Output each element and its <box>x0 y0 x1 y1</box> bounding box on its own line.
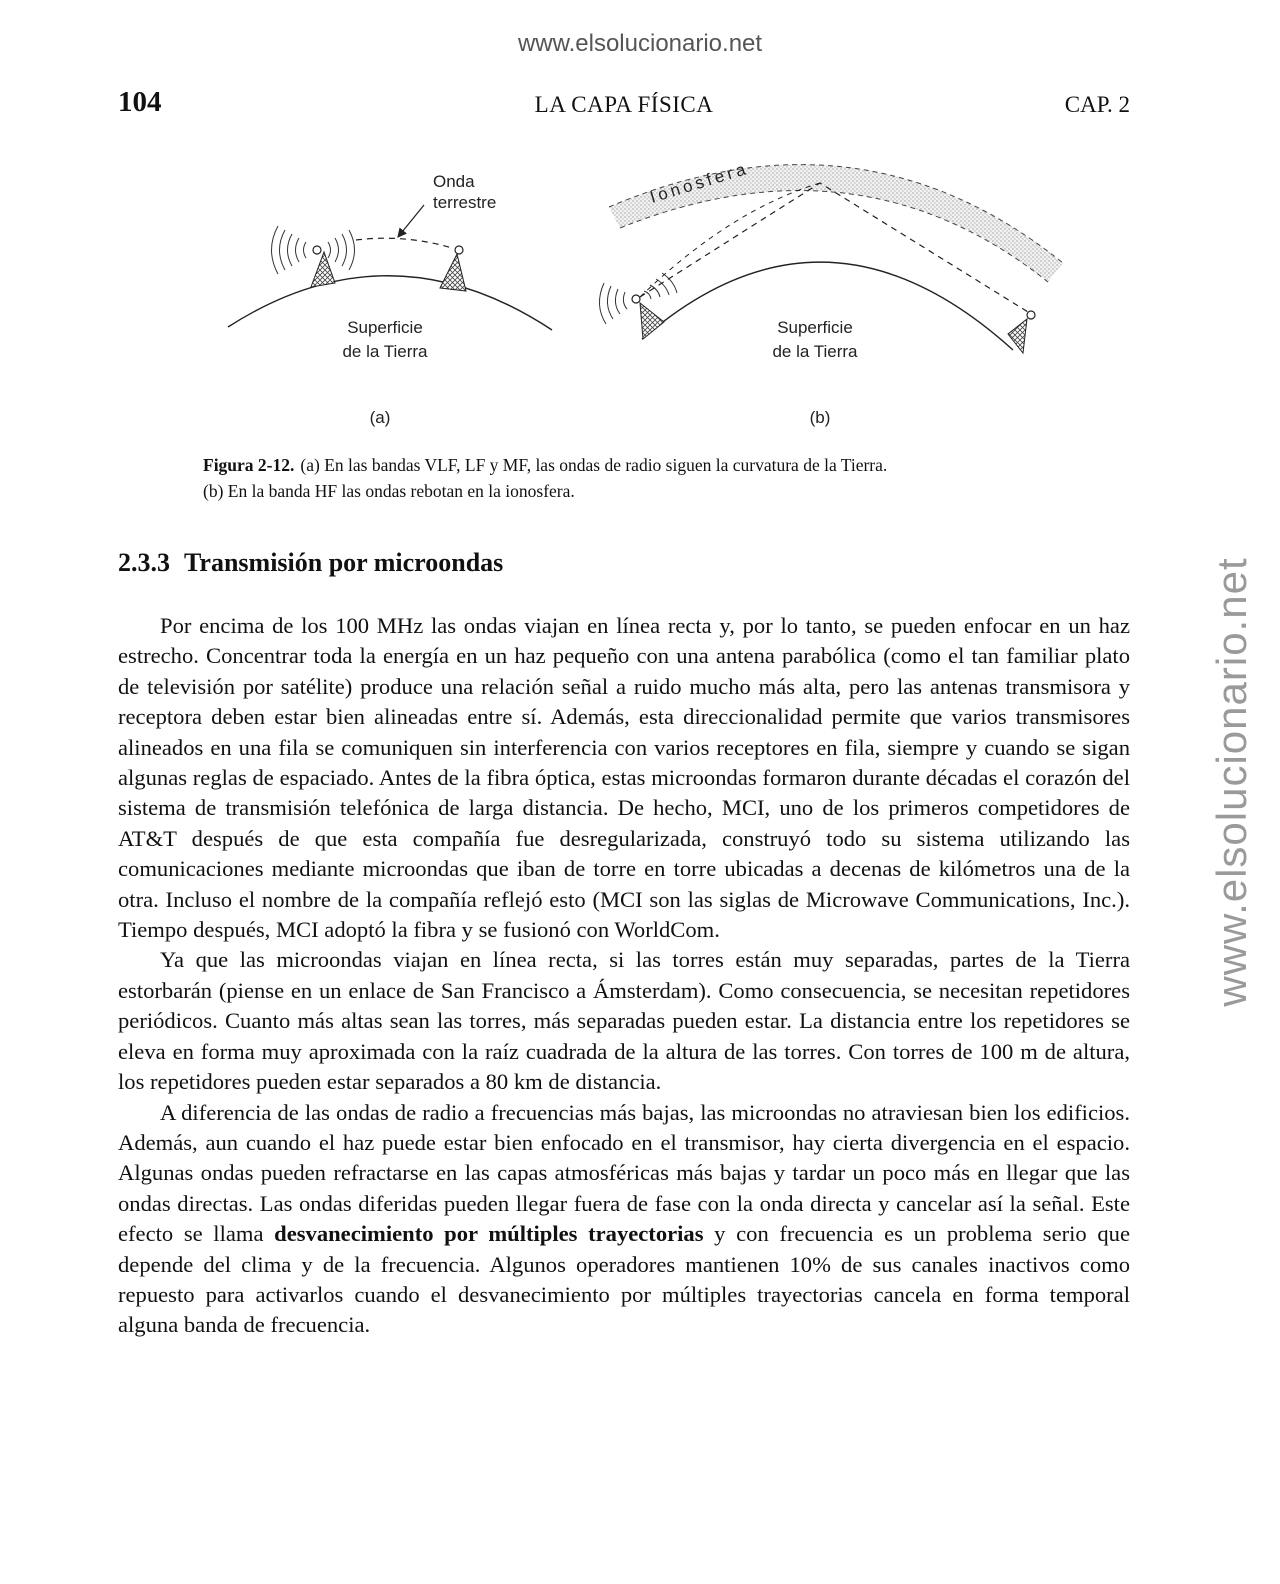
receiver-tower-icon <box>1008 311 1035 353</box>
caption-line-2: (b) En la banda HF las ondas rebotan en la ionosfera. <box>203 481 575 501</box>
caption-label: Figura 2-12. <box>203 455 295 475</box>
wave-label-arrow <box>398 205 424 237</box>
watermark-top: www.elsolucionario.net <box>517 30 763 57</box>
paragraph-3-text-b: y con frecuencia es un problema serio que depende del clima y de la frecuencia. Algunos operadores mantienen 10% de sus canales inactivos como repuesto para activarlos cuando el desvanecimiento por múltiples trayectorias cancela en forma temporal alguna banda de frecuencia. <box>118 1221 1130 1338</box>
paragraph-2: Ya que las microondas viajan en línea recta, si las torres están muy separadas, partes de la Tierra estorbarán (piense en un enlace de San Francisco a Ámsterdam). Como consecuencia, se necesitan repetidores periódicos. Cuanto más altas sean las torres, más separadas pueden estar. La distancia entre los repetidores se eleva en forma muy aproximada con la raíz cuadrada de la altura de las torres. Con torres de 100 m de altura, los repetidores pueden estar separados a 80 km de distancia. <box>118 947 1130 1095</box>
panel-b-label: (b) <box>809 408 831 427</box>
panel-b <box>599 159 1063 427</box>
watermark-side: www.elsolucionario.net <box>1208 557 1255 1007</box>
panel-a <box>228 172 552 427</box>
surface-label-b-line1: Superficie <box>777 318 853 337</box>
paragraph-3-text-a: A diferencia de las ondas de radio a frecuencias más bajas, las microondas no atraviesan bien los edificios. Además, aun cuando el haz puede estar bien enfocado en el transmisor, hay cierta divergencia en el espacio. Algunas ondas pueden refractarse en las capas atmosféricas más bajas y tardar un poco más en llegar que las ondas directas. Las ondas diferidas pueden llegar fuera de fase con la onda directa y cancelar así la señal. Este efecto se llama <box>118 1099 1130 1247</box>
key-term: desvanecimiento por múltiples trayectorias <box>274 1221 704 1247</box>
panel-a-label: (a) <box>369 408 391 427</box>
caption-line-1 <box>203 452 1083 478</box>
page-number: 104 <box>118 86 162 118</box>
receiver-tower-icon <box>440 246 466 291</box>
chapter-title: LA CAPA FÍSICA <box>534 92 714 117</box>
transmitter-tower-icon <box>272 226 355 287</box>
running-header <box>118 86 1130 126</box>
surface-label-a-line1: Superficie <box>347 318 423 337</box>
surface-label-a-line2: de la Tierra <box>342 342 428 361</box>
ground-wave-label-line1: Onda <box>433 172 475 191</box>
figure-caption <box>203 452 1083 504</box>
paragraph-1: Por encima de los 100 MHz las ondas viajan en línea recta y, por lo tanto, se pueden enfocar en un haz estrecho. Concentrar toda la energía en un haz pequeño con una antena parabólica (como el tan familiar plato de televisión por satélite) produce una relación señal a ruido mucho más alta, pero las antenas transmisora y receptora deben estar bien alineadas entre sí. Además, esta direccionalidad permite que varios transmisores alineados en una fila se comuniquen sin interferencia con varios receptores en fila, siempre y cuando se sigan algunas reglas de espaciado. Antes de la fibra óptica, estas microondas formaron durante décadas el corazón del sistema de transmisión telefónica de larga distancia. De hecho, MCI, uno de los primeros competidores de AT&T después de que esta compañía fue desregularizada, construyó todo su sistema utilizando las comunicaciones mediante microondas que iban de torre en torre ubicadas a decenas de kilómetros una de la otra. Incluso el nombre de la compañía reflejó esto (MCI son las siglas de Microwave Communications, Inc.). Tiempo después, MCI adoptó la fibra y se fusionó con WorldCom. <box>118 613 1130 943</box>
paragraph-3 <box>118 1098 1130 1341</box>
chapter-number: CAP. 2 <box>1064 92 1130 117</box>
section-title: Transmisión por microondas <box>184 548 504 577</box>
ground-wave-path <box>356 238 452 248</box>
transmitter-tower-icon <box>599 273 677 339</box>
section-heading <box>118 548 503 578</box>
ground-wave-label-line2: terrestre <box>433 193 497 212</box>
caption-text-1: (a) En las bandas VLF, LF y MF, las ondas de radio siguen la curvatura de la Tierra. <box>300 455 888 475</box>
surface-label-b-line2: de la Tierra <box>772 342 858 361</box>
figure-2-12 <box>0 140 1280 440</box>
section-number: 2.3.3 <box>118 548 170 577</box>
ionosphere-label: Ionosfera <box>647 158 752 207</box>
body-text <box>118 611 1130 1341</box>
